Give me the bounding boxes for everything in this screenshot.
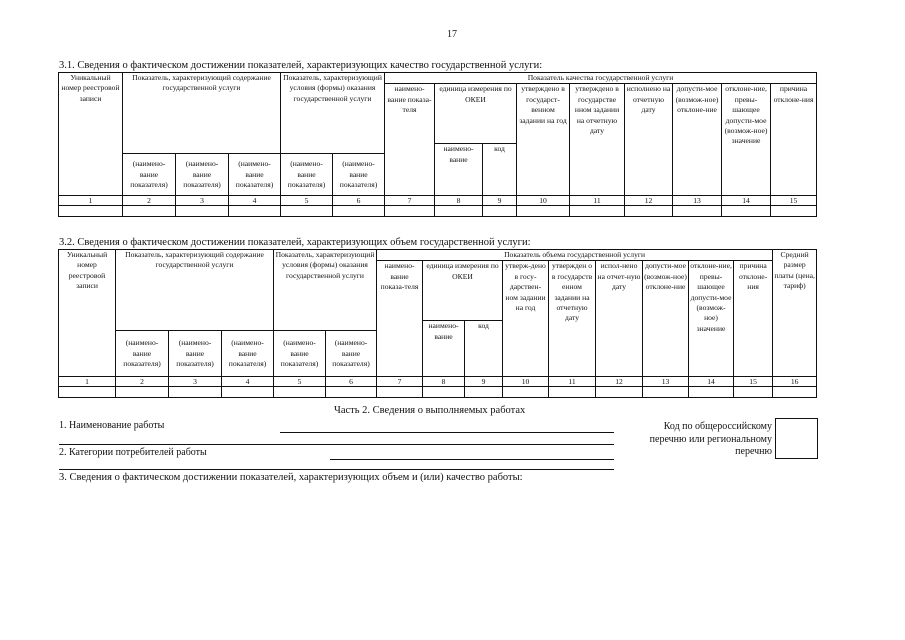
- header-quality: Показатель качества государственной услуги: [385, 73, 817, 84]
- column-number: 7: [377, 377, 423, 387]
- header-content: Показатель, характеризующий содержание государственной услуги: [123, 73, 281, 154]
- header-allowed-deviation: допусти-мое (возмож-ное) отклоне-ние: [643, 261, 689, 377]
- header-executed: исполнено на отчетную дату: [625, 84, 673, 196]
- header-indicator-name: наимено-вание показа-теля: [377, 261, 423, 377]
- work-name-line: [280, 432, 614, 433]
- header-executed: испол-нено на отчет-ную дату: [596, 261, 643, 377]
- column-number: 4: [222, 377, 274, 387]
- header-unit: единица измерения по ОКЕИ: [423, 261, 503, 321]
- column-number: 2: [123, 196, 176, 206]
- header-content: Показатель, характеризующий содержание государственной услуги: [116, 250, 274, 331]
- column-number: 13: [673, 196, 722, 206]
- sub-indicator-name: (наимено-вание показателя): [229, 154, 281, 196]
- consumers-line: [330, 459, 614, 460]
- part-2-title: Часть 2. Сведения о выполняемых работах: [334, 405, 526, 416]
- header-deviation-reason: причина отклоне-ния: [734, 261, 773, 377]
- quality-table: [58, 72, 817, 217]
- section-3-2-title: 3.2. Сведения о фактическом достижении показателей, характеризующих объем государственной услуги:: [59, 237, 531, 248]
- work-name-line-2: [59, 444, 614, 445]
- sub-indicator-name: (наимено-вание показателя): [123, 154, 176, 196]
- header-unit-code: код: [483, 144, 517, 196]
- column-number: 7: [385, 196, 435, 206]
- header-conditions: Показатель, характеризующий условия (формы) оказания государственной услуги: [281, 73, 385, 154]
- column-number: 3: [176, 196, 229, 206]
- header-approved-task: утверждено в государст-венном задании на год: [517, 84, 570, 196]
- header-approved-date: утвержден о в государств енном задании на отчетную дату: [549, 261, 596, 377]
- column-number: 12: [625, 196, 673, 206]
- column-number: 4: [229, 196, 281, 206]
- column-number: 6: [333, 196, 385, 206]
- header-registry: Уникальный номер реестровой записи: [59, 73, 123, 196]
- column-number: 13: [643, 377, 689, 387]
- column-number: 5: [281, 196, 333, 206]
- sub-indicator-name: (наимено-вание показателя): [222, 331, 274, 377]
- consumers-label: 2. Категории потребителей работы: [59, 447, 207, 458]
- column-number: 8: [435, 196, 483, 206]
- work-name-label: 1. Наименование работы: [59, 420, 165, 431]
- sub-indicator-name: (наимено-вание показателя): [274, 331, 326, 377]
- section-3-title: 3. Сведения о фактическом достижении показателей, характеризующих объем и (или) качество работы:: [59, 472, 523, 483]
- column-number: 15: [771, 196, 817, 206]
- sub-indicator-name: (наимено-вание показателя): [176, 154, 229, 196]
- header-volume: Показатель объема государственной услуги: [377, 250, 773, 261]
- header-unit: единица измерения по ОКЕИ: [435, 84, 517, 144]
- column-number: 9: [465, 377, 503, 387]
- sub-indicator-name: (наимено-вание показателя): [281, 154, 333, 196]
- header-registry: Уникальный номер реестровой записи: [59, 250, 116, 377]
- header-indicator-name: наимено-вание показа-теля: [385, 84, 435, 196]
- page-number: 17: [447, 29, 457, 40]
- column-number: 14: [689, 377, 734, 387]
- volume-table: [58, 249, 817, 398]
- column-number: 2: [116, 377, 169, 387]
- column-number: 11: [549, 377, 596, 387]
- table-row: [59, 387, 817, 398]
- header-unit-code: код: [465, 321, 503, 377]
- column-number: 9: [483, 196, 517, 206]
- header-approved-date: утверждено в государстве нном задании на отчетную дату: [570, 84, 625, 196]
- sub-indicator-name: (наимено-вание показателя): [116, 331, 169, 377]
- header-unit-name: наимено-вание: [435, 144, 483, 196]
- column-number: 6: [326, 377, 377, 387]
- header-excess-deviation: отклоне-ние, превы-шающее допусти-мое (возмож-ное) значение: [689, 261, 734, 377]
- column-number: 1: [59, 377, 116, 387]
- sub-indicator-name: (наимено-вание показателя): [333, 154, 385, 196]
- consumers-line-2: [59, 469, 614, 470]
- header-allowed-deviation: допусти-мое (возмож-ное) отклоне-ние: [673, 84, 722, 196]
- column-number: 5: [274, 377, 326, 387]
- sub-indicator-name: (наимено-вание показателя): [326, 331, 377, 377]
- column-number: 16: [773, 377, 817, 387]
- column-number: 10: [503, 377, 549, 387]
- table-row: [59, 206, 817, 217]
- sub-indicator-name: (наимено-вание показателя): [169, 331, 222, 377]
- column-number: 10: [517, 196, 570, 206]
- column-number: 3: [169, 377, 222, 387]
- column-number: 14: [722, 196, 771, 206]
- header-approved-task: утверж-дено в госу-дарствен-ном задании на год: [503, 261, 549, 377]
- column-number: 8: [423, 377, 465, 387]
- registry-code-box[interactable]: [775, 418, 818, 459]
- header-average-fee: Средний размер платы (цена, тариф): [773, 250, 817, 377]
- column-number: 12: [596, 377, 643, 387]
- header-unit-name: наимено-вание: [423, 321, 465, 377]
- column-number: 1: [59, 196, 123, 206]
- registry-code-label: Код по общероссийскому перечню или региональному перечню: [649, 421, 772, 457]
- section-3-1-title: 3.1. Сведения о фактическом достижении показателей, характеризующих качество государственной услуги:: [59, 60, 543, 71]
- column-number: 11: [570, 196, 625, 206]
- header-conditions: Показатель, характеризующий условия (формы) оказания государственной услуги: [274, 250, 377, 331]
- header-deviation-reason: причина отклоне-ния: [771, 84, 817, 196]
- column-number: 15: [734, 377, 773, 387]
- header-excess-deviation: отклоне-ние, превы-шающее допусти-мое (возмож-ное) значение: [722, 84, 771, 196]
